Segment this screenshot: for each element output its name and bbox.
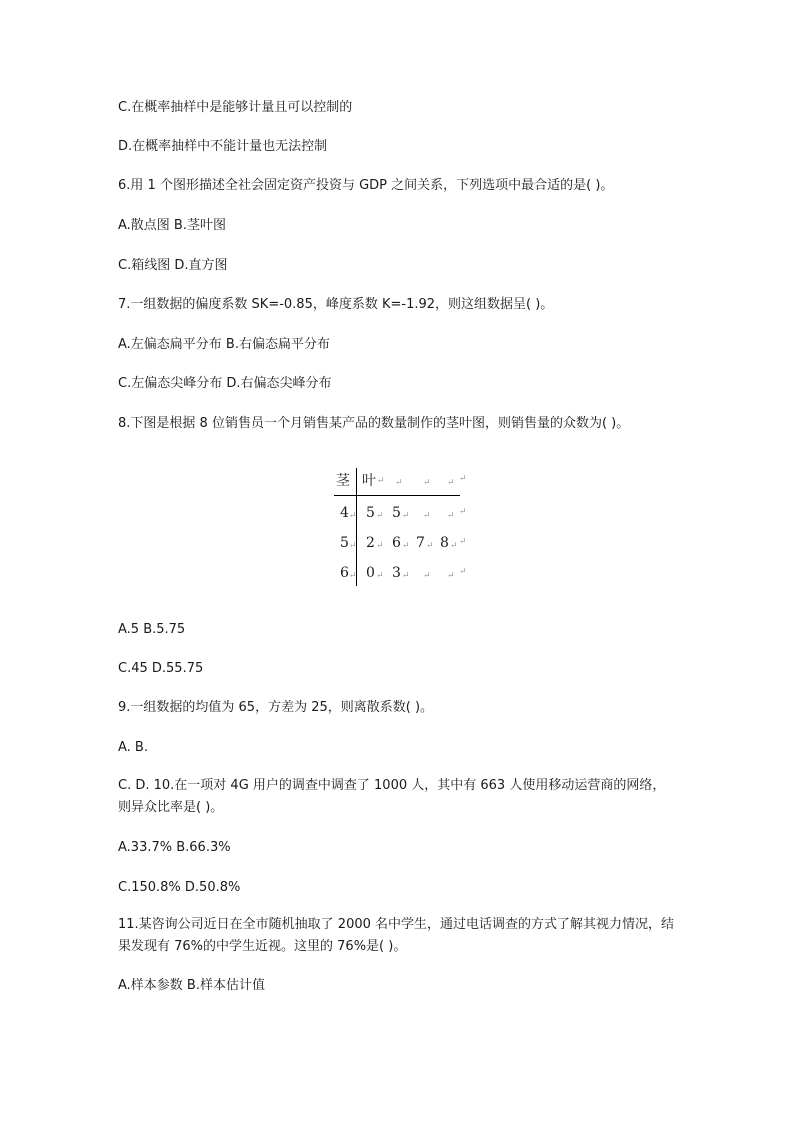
options-cd-q8: C.45 D.55.75 (118, 661, 204, 676)
return-mark: ↵ (402, 571, 410, 581)
return-mark: ↵ (376, 571, 384, 581)
options-cd-q7: C.左偏态尖峰分布 D.右偏态尖峰分布 (118, 376, 332, 391)
leaf-value: 0 (366, 565, 375, 581)
stem-value: 5 (340, 535, 349, 551)
stem-value: 4 (340, 505, 349, 521)
options-cd-q6: C.箱线图 D.直方图 (118, 258, 228, 273)
header-divider (334, 495, 460, 496)
leaf-value: 8 (440, 535, 449, 551)
leaf-value: 5 (366, 505, 375, 521)
options-cd-q10: C.150.8% D.50.8% (118, 880, 241, 895)
return-mark: ↵ (402, 511, 410, 521)
header-stem: 茎 (336, 473, 350, 489)
options-ab-q9: A. B. (118, 740, 148, 755)
return-mark: ↵ (426, 541, 434, 551)
question-6: 6.用 1 个图形描述全社会固定资产投资与 GDP 之间关系，下列选项中最合适的是( )。 (118, 178, 614, 193)
return-mark: ↵ (349, 541, 357, 551)
option-d-q5: D.在概率抽样中不能计量也无法控制 (118, 139, 328, 154)
return-mark: ↵ (376, 511, 384, 521)
return-mark: ↵ (349, 511, 357, 521)
return-mark: ↵ (459, 507, 467, 517)
leaf-value: 3 (392, 565, 401, 581)
options-ab-q7: A.左偏态扁平分布 B.右偏态扁平分布 (118, 337, 330, 352)
options-ab-q10: A.33.7% B.66.3% (118, 840, 231, 855)
leaf-value: 5 (392, 505, 401, 521)
question-11: 11.某咨询公司近日在全市随机抽取了 2000 名中学生，通过电话调查的方式了解其视力情况，结果发现有 76%的中学生近视。这里的 76%是( )。 (118, 917, 675, 954)
return-mark: ↵ (376, 541, 384, 551)
stem-leaf-table (334, 466, 476, 588)
leaf-value: 6 (392, 535, 401, 551)
return-mark: ↵ (349, 571, 357, 581)
option-c-q5: C.在概率抽样中是能够计量且可以控制的 (118, 100, 353, 115)
return-mark: ↵ (423, 571, 431, 581)
return-mark: ↵ (423, 511, 431, 521)
stem-value: 6 (340, 565, 349, 581)
return-mark: ↵ (447, 511, 455, 521)
question-8: 8.下图是根据 8 位销售员一个月销售某产品的数量制作的茎叶图，则销售量的众数为( )。 (118, 416, 630, 431)
question-9: 9.一组数据的均值为 65，方差为 25，则离散系数( )。 (118, 700, 434, 715)
question-7: 7.一组数据的偏度系数 SK=-0.85，峰度系数 K=-1.92，则这组数据呈( )。 (118, 297, 554, 312)
return-mark: ↵ (402, 541, 410, 551)
return-mark: ↵ (447, 478, 455, 488)
leaf-value: 2 (366, 535, 375, 551)
return-mark: ↵ (395, 478, 403, 488)
options-ab-q6: A.散点图 B.茎叶图 (118, 218, 226, 233)
return-mark: ↵ (459, 474, 467, 484)
question-10: C. D. 10.在一项对 4G 用户的调查中调查了 1000 人，其中有 663 人使用移动运营商的网络，则异众比率是( )。 (118, 778, 666, 815)
return-mark: ↵ (459, 567, 467, 577)
options-ab-q11: A.样本参数 B.样本估计值 (118, 978, 265, 993)
options-ab-q8: A.5 B.5.75 (118, 622, 186, 637)
leaf-value: 7 (416, 535, 425, 551)
return-mark: ↵ (450, 541, 458, 551)
return-mark: ↵ (447, 571, 455, 581)
header-leaf: 叶↵ (362, 473, 385, 489)
return-mark: ↵ (423, 478, 431, 488)
return-mark: ↵ (459, 537, 467, 547)
